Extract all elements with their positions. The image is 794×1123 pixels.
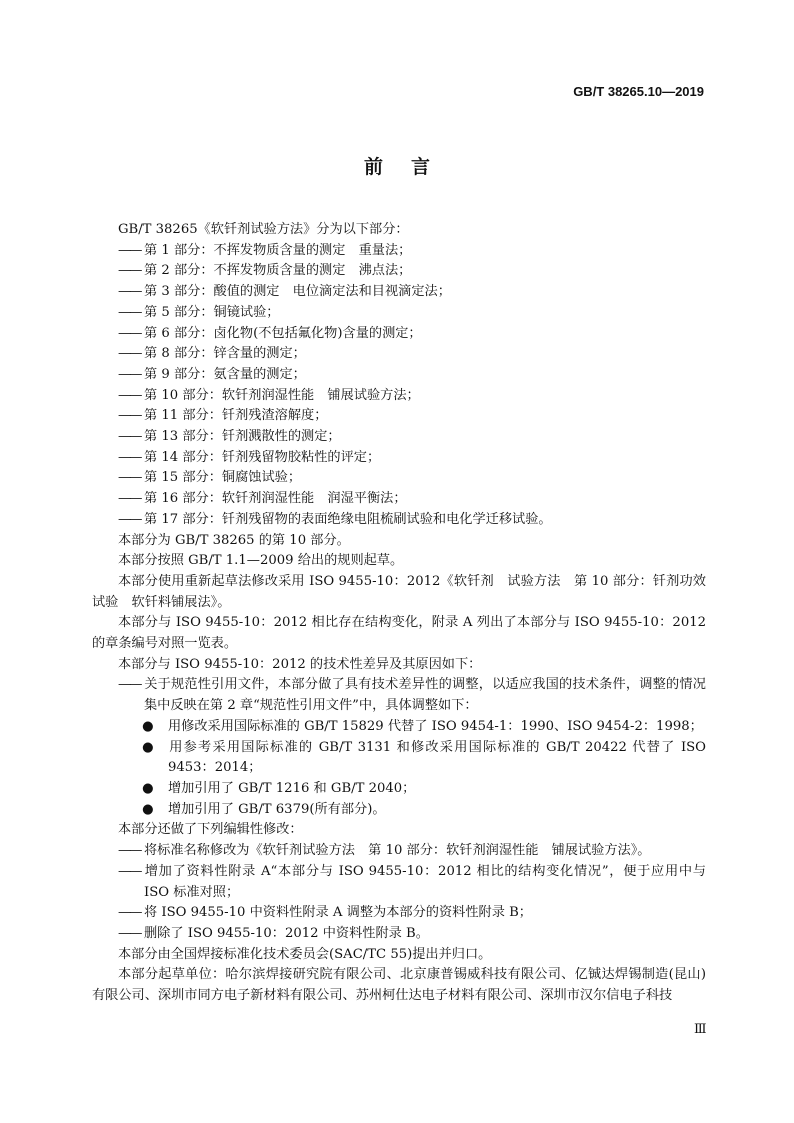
dash-item-text: 将标准名称修改为《软钎剂试验方法 第 10 部分：软钎剂润湿性能 铺展试验方法》。	[144, 843, 651, 859]
bullet-item-text: 增加引用了 GB/T 1216 和 GB/T 2040；	[168, 780, 416, 796]
paragraph: 本部分与 ISO 9455-10：2012 的技术性差异及其原因如下：	[118, 656, 482, 672]
dash-marker: ——	[118, 470, 141, 486]
dash-marker: ——	[118, 408, 141, 424]
dash-marker: ——	[118, 284, 141, 300]
dash-marker: ——	[118, 863, 141, 879]
dash-item-text: 第 8 部分：锌含量的测定；	[144, 346, 306, 362]
page-number: Ⅲ	[694, 1022, 707, 1037]
dash-item-text: 第 6 部分：卤化物(不包括氟化物)含量的测定；	[144, 325, 422, 341]
bullet-icon: ●	[142, 801, 154, 817]
paragraph: 本部分还做了下列编辑性修改：	[118, 822, 303, 838]
dash-item-text: 第 1 部分：不挥发物质含量的测定 重量法；	[144, 242, 412, 258]
dash-item-text: 第 10 部分：软钎剂润湿性能 铺展试验方法；	[144, 387, 420, 403]
edit-list	[92, 841, 706, 945]
dash-item-text: 第 14 部分：钎剂残留物胶粘性的评定；	[144, 449, 381, 465]
dash-item	[92, 344, 706, 365]
dash-marker: ——	[118, 304, 141, 320]
dash-marker: ——	[118, 843, 141, 859]
dash-item	[92, 241, 706, 262]
dash-marker: ——	[118, 325, 141, 341]
dash-item	[92, 386, 706, 407]
paragraph: 本部分按照 GB/T 1.1—2009 给出的规则起草。	[118, 553, 404, 569]
dash-item-text: 第 3 部分：酸值的测定 电位滴定法和目视滴定法；	[144, 284, 451, 300]
bullet-item	[92, 738, 706, 779]
dash-item	[92, 489, 706, 510]
dash-item	[92, 862, 706, 903]
dash-marker: ——	[118, 511, 141, 527]
dash-item-text: 第 16 部分：软钎剂润湿性能 润湿平衡法；	[144, 491, 407, 507]
dash-item	[92, 468, 706, 489]
dash-marker: ——	[118, 905, 141, 921]
bullet-list	[92, 717, 706, 821]
dash-item	[92, 675, 706, 716]
dash-marker: ——	[118, 263, 141, 279]
dash-item-text: 第 17 部分：钎剂残留物的表面绝缘电阻梳刷试验和电化学迁移试验。	[144, 511, 552, 527]
dash-item-text: 关于规范性引用文件，本部分做了具有技术差异性的调整，以适应我国的技术条件，调整的情况集中反映在第 2 章“规范性引用文件”中，具体调整如下：	[144, 677, 706, 714]
dash-item	[92, 282, 706, 303]
dash-marker: ——	[118, 449, 141, 465]
dash-marker: ——	[118, 491, 141, 507]
bullet-icon: ●	[142, 780, 154, 796]
dash-item-text: 删除了 ISO 9455-10：2012 中资料性附录 B。	[144, 925, 429, 941]
dash-item-text: 第 9 部分：氨含量的测定；	[144, 366, 306, 382]
document-body	[92, 220, 706, 1007]
standard-number: GB/T 38265.10—2019	[573, 84, 704, 99]
dash-item	[92, 324, 706, 345]
dash-marker: ——	[118, 677, 141, 693]
dash-marker: ——	[118, 366, 141, 382]
dash-item	[92, 365, 706, 386]
dash-item	[92, 427, 706, 448]
bullet-item-text: 增加引用了 GB/T 6379(所有部分)。	[168, 801, 386, 817]
dash-item	[92, 510, 706, 531]
parts-list	[92, 241, 706, 531]
dash-item-text: 第 11 部分：钎剂残渣溶解度；	[144, 408, 328, 424]
dash-item	[92, 261, 706, 282]
page-title: 前言	[363, 156, 458, 178]
dash-item	[92, 448, 706, 469]
dash-item	[92, 406, 706, 427]
dash-item-text: 增加了资料性附录 A“本部分与 ISO 9455-10：2012 相比的结构变化情况”，便于应用中与 ISO 标准对照；	[144, 863, 706, 900]
dash-item	[92, 924, 706, 945]
dash-item	[92, 303, 706, 324]
paragraph: 本部分起草单位：哈尔滨焊接研究院有限公司、北京康普锡威科技有限公司、亿铖达焊锡制造(昆山)有限公司、深圳市同方电子新材料有限公司、苏州柯仕达电子材料有限公司、深圳市汉尔信电子科技	[92, 967, 706, 1004]
dash-item	[92, 841, 706, 862]
dash-marker: ——	[118, 387, 141, 403]
intro-paragraph: GB/T 38265《软钎剂试验方法》分为以下部分：	[118, 222, 409, 237]
paragraph: 本部分为 GB/T 38265 的第 10 部分。	[118, 532, 350, 548]
dash-item-text: 第 13 部分：钎剂溅散性的测定；	[144, 429, 341, 445]
dash-item-text: 第 5 部分：铜镜试验；	[144, 304, 280, 320]
bullet-icon: ●	[142, 718, 154, 734]
dash-item-text: 第 15 部分：铜腐蚀试验；	[144, 470, 302, 486]
dash-marker: ——	[118, 925, 141, 941]
dash-item-text: 第 2 部分：不挥发物质含量的测定 沸点法；	[144, 263, 412, 279]
dash-item	[92, 903, 706, 924]
dash-marker: ——	[118, 346, 141, 362]
bullet-icon: ●	[142, 739, 154, 755]
paragraph: 本部分使用重新起草法修改采用 ISO 9455-10：2012《软钎剂 试验方法 第 10 部分：钎剂功效试验 软钎料铺展法》。	[92, 573, 706, 610]
dash-marker: ——	[118, 429, 141, 445]
paragraph: 本部分由全国焊接标准化技术委员会(SAC/TC 55)提出并归口。	[118, 946, 492, 962]
bullet-item-text: 用参考采用国际标准的 GB/T 3131 和修改采用国际标准的 GB/T 20422 代替了 ISO 9453：2014；	[168, 739, 706, 776]
dash-item-text: 将 ISO 9455-10 中资料性附录 A 调整为本部分的资料性附录 B；	[144, 905, 532, 921]
paragraph: 本部分与 ISO 9455-10：2012 相比存在结构变化，附录 A 列出了本部分与 ISO 9455-10：2012 的章条编号对照一览表。	[92, 615, 706, 652]
bullet-item	[92, 800, 706, 821]
dash-marker: ——	[118, 242, 141, 258]
bullet-item-text: 用修改采用国际标准的 GB/T 15829 代替了 ISO 9454-1：1990、ISO 9454-2：1998；	[168, 718, 703, 734]
bullet-item	[92, 779, 706, 800]
bullet-item	[92, 717, 706, 738]
